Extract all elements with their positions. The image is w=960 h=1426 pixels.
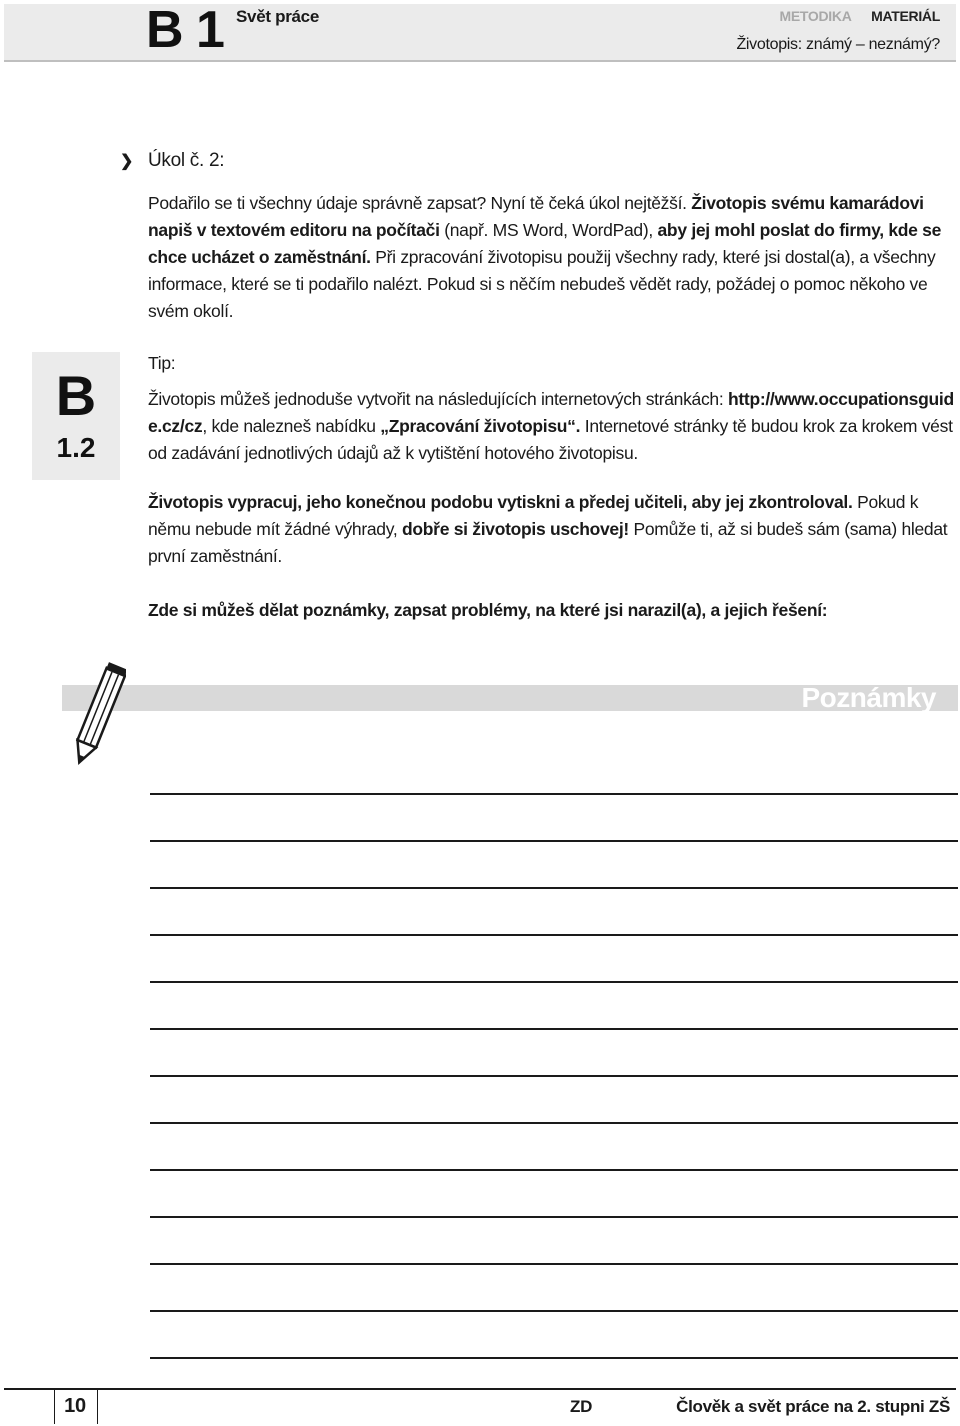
tip-link[interactable]: http://www.occupationsguide.cz/cz	[148, 389, 954, 436]
tab-material: MATERIÁL	[871, 8, 940, 24]
text-run: Životopis můžeš jednoduše vytvořit na následujících internetových stránkách:	[148, 389, 728, 409]
text-run-bold: „Zpracování životopisu“.	[380, 416, 581, 436]
notes-bar	[62, 682, 958, 713]
writing-line[interactable]	[150, 934, 958, 936]
page-number: 10	[64, 1395, 86, 1417]
page-subtitle: Životopis: známý – neznámý?	[736, 36, 940, 53]
text-run-bold: Životopis vypracuj, jeho konečnou podobu vytiskni a předej učiteli, aby jej zkontroloval.	[148, 492, 853, 512]
header-divider	[4, 60, 956, 62]
section-badge-number: 1.2	[56, 432, 96, 463]
chapter-title: Svět práce	[236, 7, 319, 26]
task-label: Úkol č. 2:	[148, 150, 225, 171]
writing-line[interactable]	[150, 887, 958, 889]
writing-line[interactable]	[150, 981, 958, 983]
section-badge	[32, 352, 120, 480]
writing-line[interactable]	[150, 840, 958, 842]
writing-line[interactable]	[150, 1216, 958, 1218]
notes-prompt: Zde si můžeš dělat poznámky, zapsat problémy, na které jsi narazil(a), a jejich řešení:	[148, 600, 828, 620]
text-run: (např. MS Word, WordPad),	[439, 220, 658, 240]
text-run: , kde nalezneš nabídku	[202, 416, 381, 436]
writing-line[interactable]	[150, 1028, 958, 1030]
main-content	[120, 150, 956, 621]
section-code: B 1	[146, 1, 224, 59]
header-tabs	[780, 8, 941, 24]
section-badge-letter: B	[55, 364, 97, 427]
text-run: Internetové stránky tě budou krok za krokem vést od zadávání jednotlivých údajů až k vytištění hotového životopisu.	[148, 416, 953, 463]
text-run: Pokud k němu nebude mít žádné výhrady,	[148, 492, 919, 539]
text-run: Při zpracování životopisu použij všechny rady, které jsi dostal(a), a všechny informace, které se ti podařilo nalézt. Pokud si s něčím nebudeš vědět rady, požádej o pomoc někoho ve svém okolí.	[148, 247, 936, 321]
tip-paragraph	[148, 386, 956, 467]
task-heading	[120, 150, 956, 172]
tip-label: Tip:	[148, 353, 176, 373]
writing-line[interactable]	[150, 1169, 958, 1171]
footer-zd: ZD	[570, 1397, 593, 1416]
text-run-bold: dobře si životopis uschovej!	[402, 519, 629, 539]
submit-paragraph	[148, 489, 956, 570]
pencil-icon	[70, 660, 126, 772]
writing-line[interactable]	[150, 1357, 958, 1359]
writing-line[interactable]	[150, 1075, 958, 1077]
text-run: Pomůže ti, až si budeš sám (sama) hledat první zaměstnání.	[148, 519, 948, 566]
writing-line[interactable]	[150, 1122, 958, 1124]
text-run-bold: Životopis svému kamarádovi napiš v textovém editoru na počítači	[148, 193, 924, 240]
tab-metodika: METODIKA	[779, 8, 852, 24]
text-run-bold: aby jej mohl poslat do firmy, kde se chce ucházet o zaměstnání.	[148, 220, 942, 267]
notes-title: Poznámky	[801, 682, 936, 713]
writing-line[interactable]	[150, 793, 958, 795]
chevron-right-icon: ❯	[120, 153, 134, 170]
writing-line[interactable]	[150, 1263, 958, 1265]
book-title: Člověk a svět práce na 2. stupni ZŠ	[676, 1397, 950, 1416]
text-run: Podařilo se ti všechny údaje správně zapsat? Nyní tě čeká úkol nejtěžší.	[148, 193, 692, 213]
footer-divider	[4, 1388, 956, 1390]
writing-line[interactable]	[150, 1310, 958, 1312]
task-paragraph	[148, 190, 956, 325]
